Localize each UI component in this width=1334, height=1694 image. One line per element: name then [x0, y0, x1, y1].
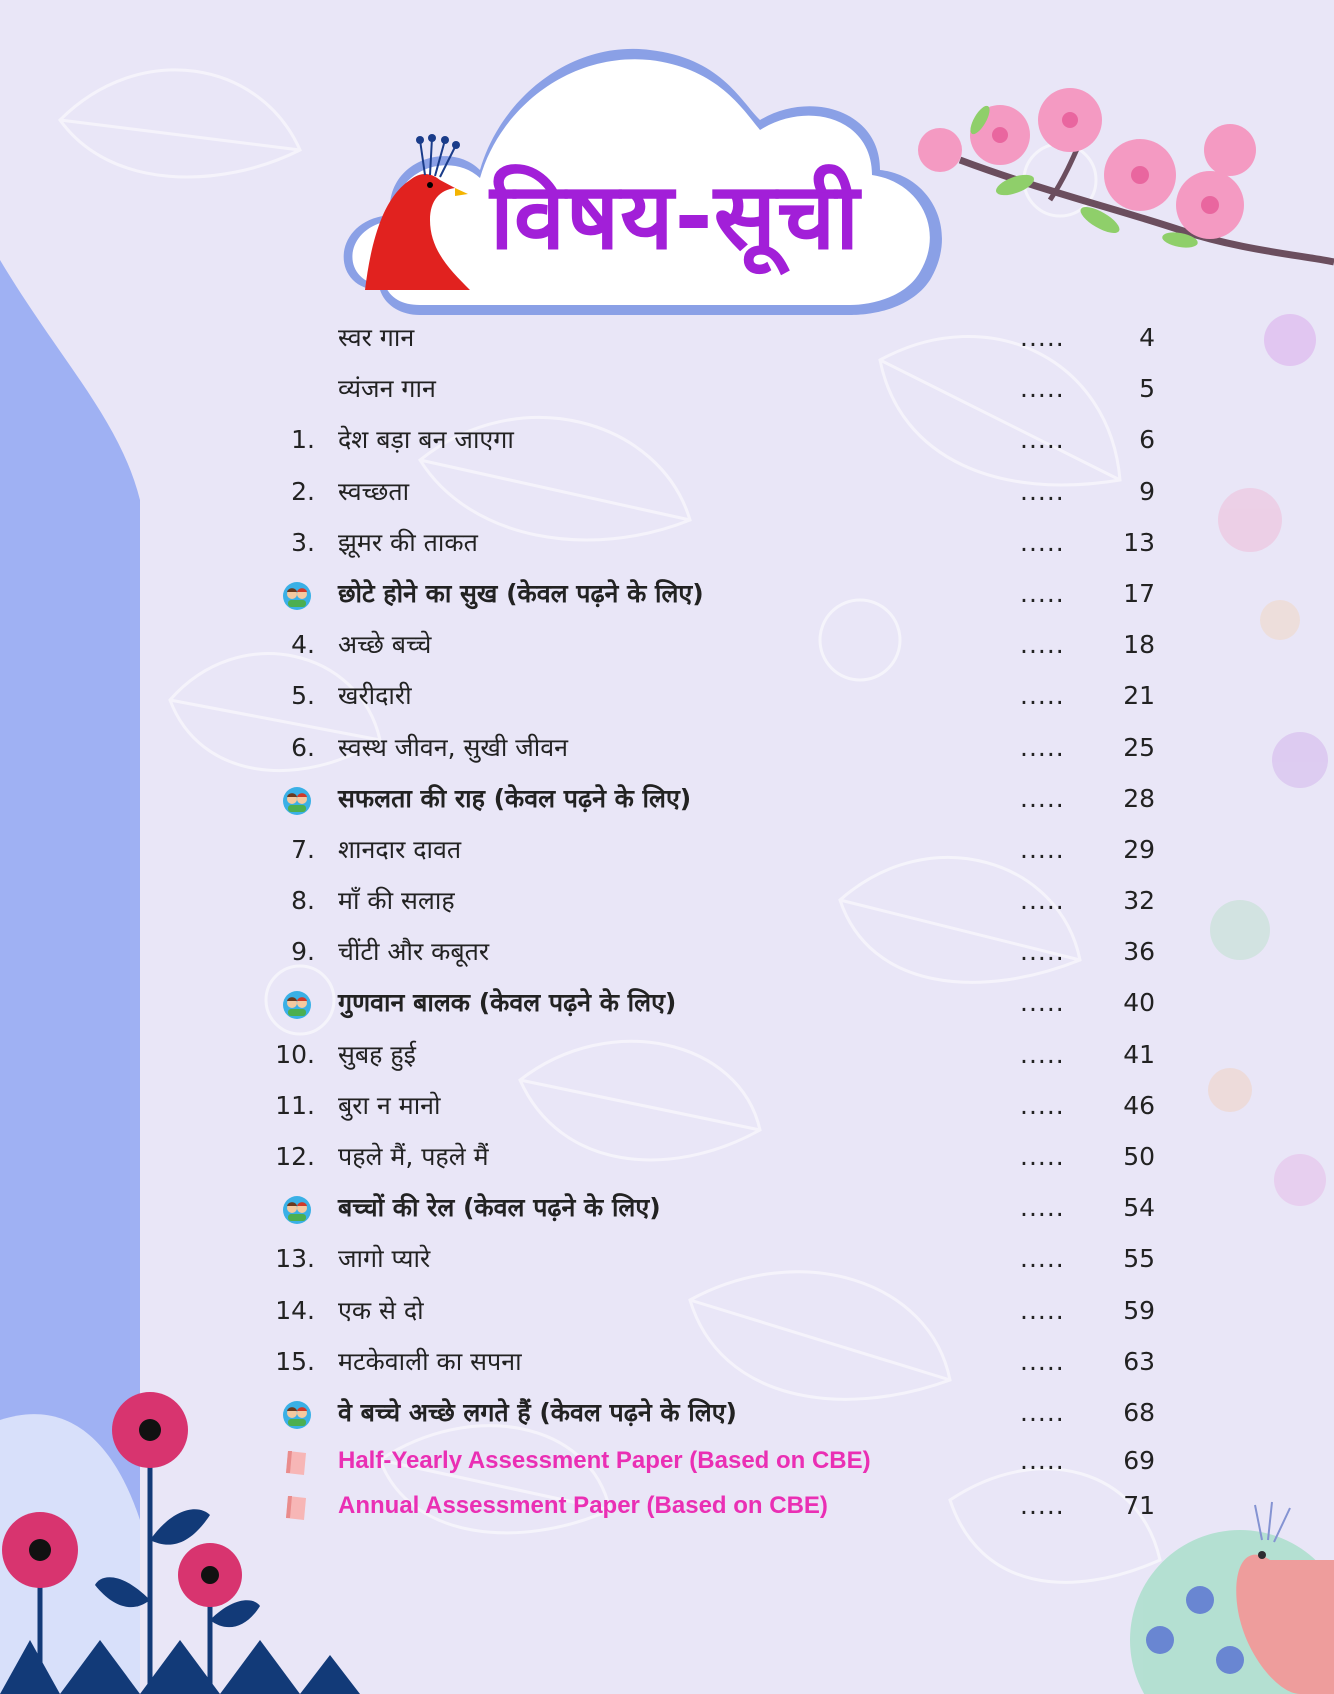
- toc-title: अच्छे बच्चे: [338, 630, 432, 660]
- toc-number: 14.: [275, 1295, 315, 1325]
- toc-title: सफलता की राह (केवल पढ़ने के लिए): [338, 783, 692, 813]
- toc-entry[interactable]: [270, 722, 1170, 773]
- toc-page-number: 6: [1139, 425, 1155, 455]
- toc-leader-dots: .....: [1020, 323, 1065, 352]
- toc-leader-dots: .....: [1020, 1039, 1065, 1069]
- toc-title: स्वच्छता: [338, 476, 410, 506]
- toc-number: 3.: [291, 527, 315, 557]
- toc-leader-dots: .....: [1020, 681, 1065, 711]
- toc-page-number: 54: [1123, 1193, 1155, 1223]
- toc-title: बुरा न मानो: [338, 1090, 441, 1120]
- toc-page-number: 21: [1123, 681, 1155, 711]
- toc-leader-dots: .....: [1020, 732, 1065, 762]
- toc-number: 10.: [275, 1039, 315, 1069]
- toc-leader-dots: .....: [1020, 783, 1065, 813]
- toc-page-number: 9: [1139, 476, 1155, 506]
- toc-leader-dots: .....: [1020, 1193, 1065, 1223]
- toc-number: 13.: [275, 1244, 315, 1274]
- toc-number: 12.: [275, 1142, 315, 1171]
- toc-page-number: 63: [1123, 1346, 1155, 1376]
- children-icon: [282, 786, 312, 816]
- toc-title: खरीदारी: [338, 681, 412, 711]
- toc-page-number: 18: [1123, 630, 1155, 660]
- toc-leader-dots: .....: [1020, 374, 1065, 404]
- toc-leader-dots: .....: [1020, 578, 1065, 608]
- toc-number: 15.: [275, 1346, 315, 1376]
- toc-page-number: 71: [1123, 1491, 1155, 1521]
- toc-page-number: 59: [1123, 1295, 1155, 1325]
- toc-page-number: 5: [1139, 374, 1155, 404]
- toc-entry[interactable]: [270, 1131, 1170, 1182]
- toc-title: जागो प्यारे: [338, 1244, 431, 1274]
- toc-leader-dots: .....: [1020, 834, 1065, 864]
- toc-page-number: 41: [1123, 1039, 1155, 1069]
- toc-leader-dots: .....: [1020, 476, 1065, 506]
- toc-entry[interactable]: [270, 1483, 1170, 1528]
- toc-title: शानदार दावत: [338, 834, 462, 864]
- toc-title: Half-Yearly Assessment Paper (Based on CBE): [338, 1447, 871, 1475]
- toc-page-number: 40: [1123, 988, 1155, 1018]
- toc-leader-dots: .....: [1020, 1346, 1065, 1376]
- toc-entry[interactable]: [270, 875, 1170, 926]
- toc-leader-dots: .....: [1020, 937, 1065, 967]
- toc-title: बच्चों की रेल (केवल पढ़ने के लिए): [338, 1193, 661, 1223]
- toc-title: देश बड़ा बन जाएगा: [338, 425, 514, 455]
- toc-title: व्यंजन गान: [338, 374, 436, 404]
- toc-title: सुबह हुई: [338, 1039, 416, 1069]
- toc-page-number: 29: [1123, 834, 1155, 864]
- toc-page-number: 36: [1123, 937, 1155, 967]
- toc-title: गुणवान बालक (केवल पढ़ने के लिए): [338, 988, 677, 1018]
- toc-number: 7.: [291, 834, 315, 864]
- toc-entry[interactable]: [270, 1182, 1170, 1233]
- toc-leader-dots: .....: [1020, 630, 1065, 660]
- toc-title: चींटी और कबूतर: [338, 937, 490, 967]
- toc-page-number: 25: [1123, 732, 1155, 762]
- toc-title: माँ की सलाह: [338, 886, 455, 916]
- paper-icon: [282, 1447, 312, 1477]
- toc-entry[interactable]: [270, 312, 1170, 363]
- toc-entry[interactable]: [270, 414, 1170, 465]
- toc-page-number: 4: [1139, 323, 1155, 352]
- toc-title: स्वस्थ जीवन, सुखी जीवन: [338, 732, 569, 762]
- toc-entry[interactable]: [270, 1336, 1170, 1387]
- toc-leader-dots: .....: [1020, 1491, 1065, 1521]
- toc-leader-dots: .....: [1020, 1446, 1065, 1476]
- toc-entry[interactable]: [270, 1285, 1170, 1336]
- toc-entry[interactable]: [270, 466, 1170, 517]
- children-icon: [282, 1400, 312, 1430]
- toc-entry[interactable]: [270, 568, 1170, 619]
- toc-entry[interactable]: [270, 1387, 1170, 1438]
- toc-entry[interactable]: [270, 824, 1170, 875]
- toc-entry[interactable]: [270, 363, 1170, 414]
- page-title: विषय-सूची: [490, 163, 861, 270]
- toc-entry[interactable]: [270, 670, 1170, 721]
- toc-number: 6.: [291, 732, 315, 762]
- toc-entry[interactable]: [270, 1029, 1170, 1080]
- toc-leader-dots: .....: [1020, 425, 1065, 455]
- toc-number: 8.: [291, 886, 315, 916]
- toc-title: झूमर की ताकत: [338, 527, 478, 557]
- toc-number: 1.: [291, 425, 315, 455]
- toc-page-number: 50: [1123, 1142, 1155, 1171]
- toc-page-number: 13: [1123, 527, 1155, 557]
- toc-title: Annual Assessment Paper (Based on CBE): [338, 1492, 828, 1520]
- children-icon: [282, 581, 312, 611]
- toc-page-number: 68: [1123, 1397, 1155, 1427]
- toc-title: पहले मैं, पहले मैं: [338, 1142, 489, 1171]
- toc-title: एक से दो: [338, 1295, 424, 1325]
- toc-page-number: 46: [1123, 1090, 1155, 1120]
- toc-leader-dots: .....: [1020, 988, 1065, 1018]
- children-icon: [282, 990, 312, 1020]
- toc-leader-dots: .....: [1020, 1142, 1065, 1171]
- toc-number: 2.: [291, 476, 315, 506]
- toc-leader-dots: .....: [1020, 886, 1065, 916]
- toc-entry[interactable]: [270, 773, 1170, 824]
- toc-page-number: 17: [1123, 578, 1155, 608]
- toc-title: स्वर गान: [338, 323, 415, 352]
- paper-icon: [282, 1492, 312, 1522]
- toc-entry[interactable]: [270, 517, 1170, 568]
- toc-leader-dots: .....: [1020, 1397, 1065, 1427]
- table-of-contents: [270, 312, 1170, 1528]
- toc-number: 5.: [291, 681, 315, 711]
- toc-entry[interactable]: [270, 1233, 1170, 1284]
- toc-title: वे बच्चे अच्छे लगते हैं (केवल पढ़ने के लिए): [338, 1397, 737, 1427]
- toc-number: 4.: [291, 630, 315, 660]
- toc-entry[interactable]: [270, 926, 1170, 977]
- toc-number: 9.: [291, 937, 315, 967]
- toc-page-number: 32: [1123, 886, 1155, 916]
- toc-title: छोटे होने का सुख (केवल पढ़ने के लिए): [338, 578, 704, 608]
- toc-entry[interactable]: [270, 1080, 1170, 1131]
- toc-page-number: 55: [1123, 1244, 1155, 1274]
- toc-number: 11.: [275, 1090, 315, 1120]
- toc-entry[interactable]: [270, 977, 1170, 1028]
- toc-page-number: 28: [1123, 783, 1155, 813]
- toc-entry[interactable]: [270, 1438, 1170, 1483]
- children-icon: [282, 1195, 312, 1225]
- toc-leader-dots: .....: [1020, 1090, 1065, 1120]
- toc-leader-dots: .....: [1020, 527, 1065, 557]
- toc-page-number: 69: [1123, 1446, 1155, 1476]
- toc-leader-dots: .....: [1020, 1244, 1065, 1274]
- toc-entry[interactable]: [270, 619, 1170, 670]
- toc-leader-dots: .....: [1020, 1295, 1065, 1325]
- toc-title: मटकेवाली का सपना: [338, 1346, 522, 1376]
